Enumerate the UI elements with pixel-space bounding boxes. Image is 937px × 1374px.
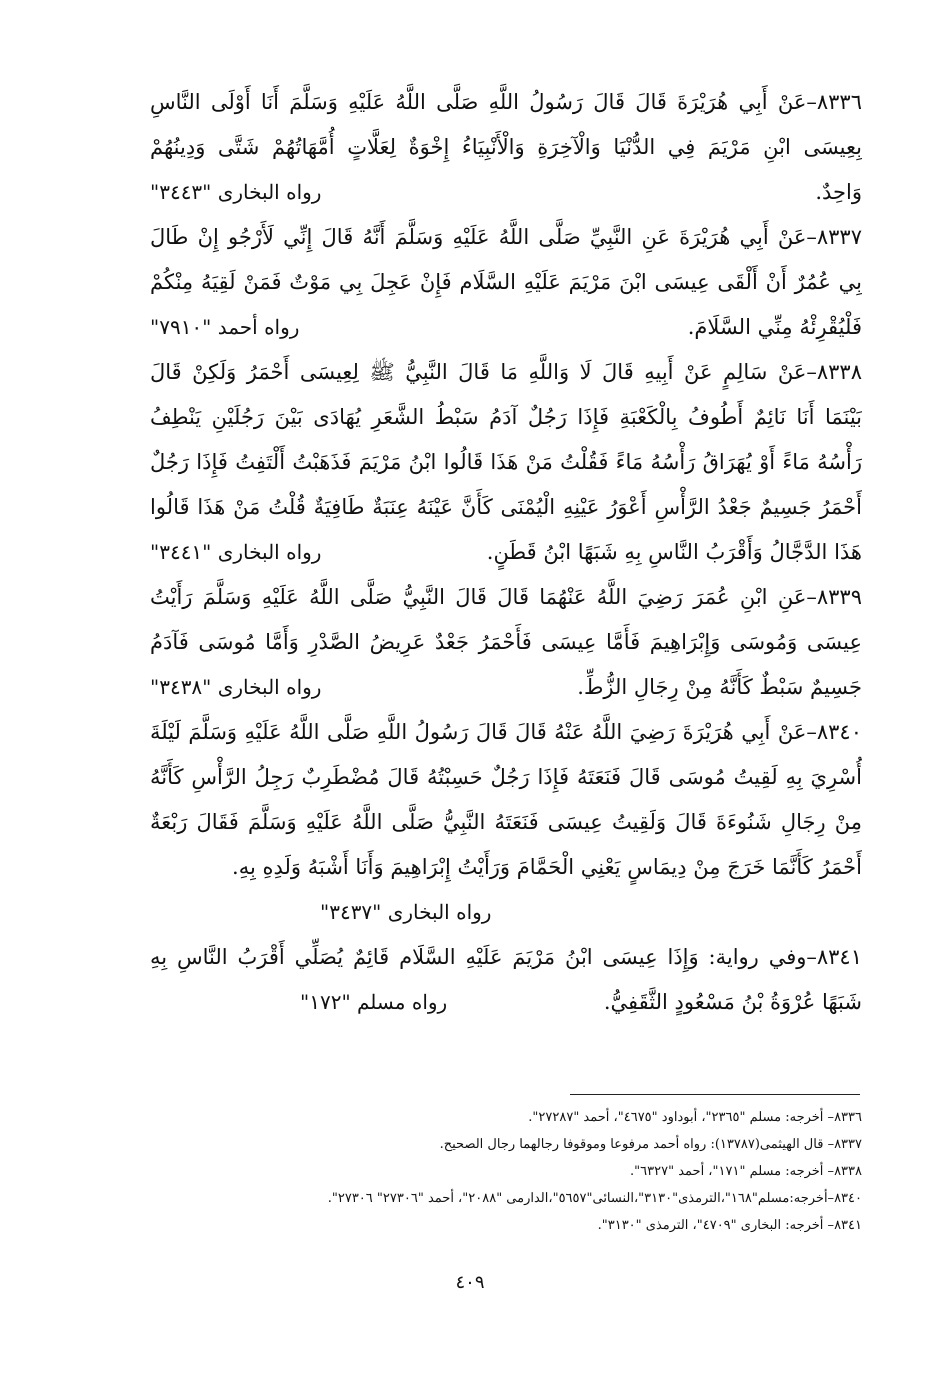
hadith-line: ٨٣٣٧–عَنْ أَبِي هُرَيْرَةَ عَنِ النَّبِيِّ صَلَّى اللَّهُ عَلَيْهِ وَسَلَّمَ أَنَّهُ قَالَ إِنِّي لَأَرْجُو إِنْ طَالَ <box>150 225 862 249</box>
hadith-line: أَحْمَرُ كَأَنَّمَا خَرَجَ مِنْ دِيمَاسٍ يَعْنِي الْحَمَّامَ وَرَأَيْتُ إِبْرَاهِيمَ وَأَنَا أَشْبَهُ وَلَدِهِ بِهِ. <box>232 855 862 879</box>
hadith-8339 <box>150 575 862 710</box>
hadith-line: رَأْسُهُ مَاءً أَوْ يُهَرَاقُ رَأْسُهُ مَاءً فَقُلْتُ مَنْ هَذَا قَالُوا ابْنُ مَرْيَمَ فَذَهَبْتُ أَلْتَفِتُ فَإِذَا رَجُلٌ <box>150 450 862 474</box>
hadith-reference: رواه أحمد "٧٩١٠" <box>150 315 300 339</box>
footnotes <box>150 1104 862 1239</box>
hadith-reference: رواه البخارى "٣٤٤٣" <box>150 180 322 204</box>
hadith-line: ٨٣٤١–وفي رواية: وَإِذَا عِيسَى ابْنُ مَرْيَمَ عَلَيْهِ السَّلَام قَائِمٌ يُصَلِّي أَقْرَبُ النَّاسِ بِهِ <box>150 945 862 969</box>
hadith-line: بِعِيسَى ابْنِ مَرْيَمَ فِي الدُّنْيَا وَالْآخِرَةِ وَالْأَنْبِيَاءُ إِخْوَةٌ لِعَلَّاتٍ أُمَّهَاتُهُمْ شَتَّى وَدِينُهُمْ <box>150 135 862 159</box>
page-number: ٤٠٩ <box>455 1272 485 1293</box>
hadith-line-text: جَسِيمٌ سَبْطٌ كَأَنَّهُ مِنْ رِجَالِ الزُّطِّ. <box>577 675 862 699</box>
hadith-line: ٨٣٣٩–عَنِ ابْنِ عُمَرَ رَضِيَ اللَّهُ عَنْهُمَا قَالَ قَالَ النَّبِيُّ صَلَّى اللَّهُ عَلَيْهِ وَسَلَّمَ رَأَيْتُ <box>150 585 862 609</box>
footnote: ٨٣٣٨– أخرجه: مسلم "١٧١"، أحمد "٦٣٢٧". <box>630 1164 862 1179</box>
hadith-line: بِي عُمُرٌ أَنْ أَلْقَى عِيسَى ابْنَ مَرْيَمَ عَلَيْهِ السَّلَام فَإِنْ عَجِلَ بِي مَوْتٌ فَمَنْ لَقِيَهُ مِنْكُمْ <box>150 270 862 294</box>
footnote: ٨٣٣٦– أخرجه: مسلم "٢٣٦٥"، أبوداود "٤٦٧٥"، أحمد "٢٧٢٨٧". <box>528 1110 862 1125</box>
hadith-line: ٨٣٣٦–عَنْ أَبِي هُرَيْرَةَ قَالَ قَالَ رَسُولُ اللَّهِ صَلَّى اللَّهُ عَلَيْهِ وَسَلَّمَ أَنَا أَوْلَى النَّاسِ <box>150 90 862 114</box>
hadith-text-block <box>150 80 862 1025</box>
footnote: ٨٣٣٧– قال الهيثمى(١٣٧٨٧): رواه أحمد مرفوعا وموقوفا رجالهما رجال الصحيح. <box>439 1137 862 1152</box>
footnote-divider <box>570 1094 860 1095</box>
footnote: ٨٣٤٠–أخرجه:مسلم"١٦٨"،الترمذى"٣١٣٠"،النسائى"٥٦٥٧"،الدارمى "٢٠٨٨"، أحمد "٢٧٣٠٦" ٢٧٣٠٦". <box>327 1191 862 1206</box>
hadith-line <box>150 980 862 1025</box>
hadith-reference: رواه مسلم "١٧٢" <box>300 990 448 1014</box>
footnote: ٨٣٤١– أخرجه: البخارى "٤٧٠٩"، الترمذى "٣١٣٠". <box>597 1218 862 1233</box>
hadith-line-text: وَاحِدٌ. <box>815 180 862 204</box>
hadith-line: مِنْ رِجَالِ شَنُوءَةَ قَالَ وَلَقِيتُ عِيسَى فَنَعَتَهُ النَّبِيُّ صَلَّى اللَّهُ عَلَيْهِ وَسَلَّمَ فَقَالَ رَبْعَةٌ <box>150 810 862 834</box>
hadith-8338 <box>150 350 862 575</box>
hadith-8341 <box>150 935 862 1025</box>
hadith-line: أُسْرِيَ بِهِ لَقِيتُ مُوسَى قَالَ فَنَعَتَهُ فَإِذَا رَجُلٌ حَسِبْتُهُ قَالَ مُضْطَرِبٌ رَجِلُ الرَّأْسِ كَأَنَّهُ <box>150 765 862 789</box>
hadith-line: ٨٣٣٨–عَنْ سَالِمٍ عَنْ أَبِيهِ قَالَ لَا وَاللَّهِ مَا قَالَ النَّبِيُّ ﷺ لِعِيسَى أَحْمَرُ وَلَكِنْ قَالَ <box>150 360 862 384</box>
hadith-line <box>150 305 862 350</box>
hadith-line: ٨٣٤٠–عَنْ أَبِي هُرَيْرَةَ رَضِيَ اللَّهُ عَنْهُ قَالَ قَالَ رَسُولُ اللَّهِ صَلَّى اللَّهُ عَلَيْهِ وَسَلَّمَ لَيْلَةَ <box>150 720 862 744</box>
hadith-line: أَحْمَرُ جَسِيمٌ جَعْدُ الرَّأْسِ أَعْوَرُ عَيْنِهِ الْيُمْنَى كَأَنَّ عَيْنَهُ عِنَبَةٌ طَافِيَةٌ قُلْتُ مَنْ هَذَا قَالُوا <box>150 495 862 519</box>
hadith-line: عِيسَى وَمُوسَى وَإِبْرَاهِيمَ فَأَمَّا عِيسَى فَأَحْمَرُ جَعْدٌ عَرِيضُ الصَّدْرِ وَأَمَّا مُوسَى فَآدَمُ <box>150 630 862 654</box>
hadith-line: بَيْنَمَا أَنَا نَائِمٌ أَطُوفُ بِالْكَعْبَةِ فَإِذَا رَجُلٌ آدَمُ سَبْطُ الشَّعَرِ يُهَادَى بَيْنَ رَجُلَيْنِ يَنْطِفُ <box>150 405 862 429</box>
hadith-line <box>150 665 862 710</box>
hadith-8340 <box>150 710 862 935</box>
hadith-line-text: شَبَهًا عُرْوَةُ بْنُ مَسْعُودٍ الثَّقَفِيُّ. <box>603 990 862 1014</box>
hadith-line <box>150 530 862 575</box>
hadith-line-text: هَذَا الدَّجَّالُ وَأَقْرَبُ النَّاسِ بِهِ شَبَهًا ابْنُ قَطَنٍ. <box>486 540 862 564</box>
hadith-line <box>150 170 862 215</box>
hadith-reference: رواه البخارى "٣٤٤١" <box>150 540 322 564</box>
hadith-reference: رواه البخارى "٣٤٣٨" <box>150 675 322 699</box>
hadith-8336 <box>150 80 862 215</box>
hadith-line-text: فَلْيُقْرِئْهُ مِنِّي السَّلَامَ. <box>687 315 862 339</box>
hadith-8337 <box>150 215 862 350</box>
hadith-reference: رواه البخارى "٣٤٣٧" <box>320 900 492 924</box>
